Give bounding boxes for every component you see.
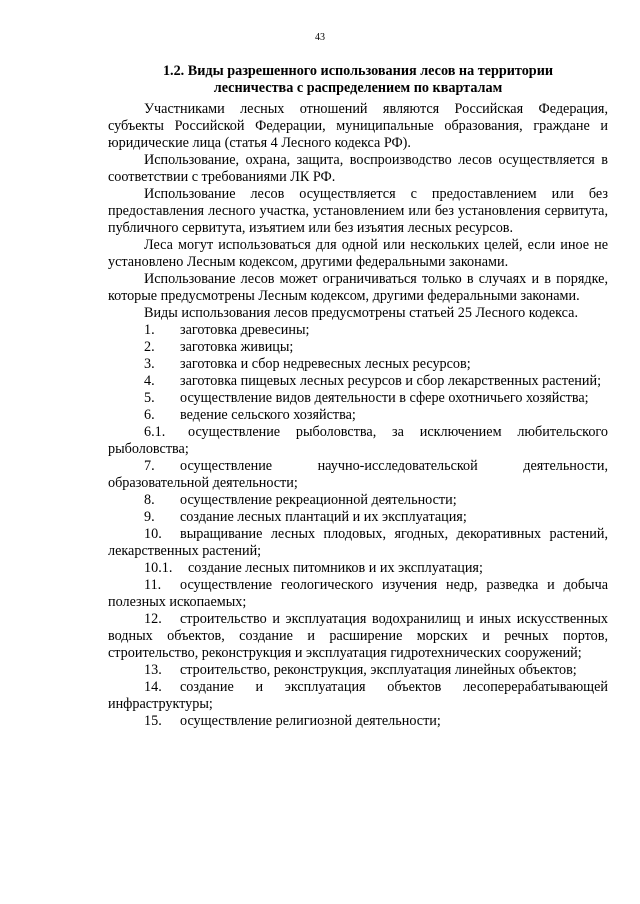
paragraph-list-intro: Виды использования лесов предусмотрены статьей 25 Лесного кодекса. bbox=[144, 305, 578, 321]
list-item bbox=[108, 560, 608, 577]
list-item-text: осуществление рекреационной деятельности; bbox=[180, 492, 457, 508]
list-item bbox=[108, 339, 608, 356]
list-item-number: 11. bbox=[144, 577, 162, 593]
list-item-text: создание лесных плантаций и их эксплуатация; bbox=[180, 509, 467, 525]
list-item-number: 6.1. bbox=[144, 424, 166, 440]
list-item-number: 1. bbox=[144, 322, 155, 338]
list-item bbox=[108, 577, 608, 611]
list-item-number: 7. bbox=[144, 458, 155, 474]
document-body bbox=[108, 101, 608, 730]
list-item-text: осуществление рыболовства, за исключением любительского рыболовства; bbox=[108, 424, 608, 457]
list-item-number: 5. bbox=[144, 390, 155, 406]
list-item-text: осуществление научно-исследовательской деятельности, образовательной деятельности; bbox=[108, 458, 608, 491]
list-item bbox=[108, 407, 608, 424]
list-item bbox=[108, 322, 608, 339]
list-item-text: заготовка и сбор недревесных лесных ресурсов; bbox=[180, 356, 471, 372]
list-item-text: ведение сельского хозяйства; bbox=[180, 407, 356, 423]
list-item-text: заготовка живицы; bbox=[180, 339, 294, 355]
list-item-number: 8. bbox=[144, 492, 155, 508]
list-item bbox=[108, 390, 608, 407]
list-item-text: строительство и эксплуатация водохранилищ и иных искусственных водных объектов, создание и расширение морских и речных портов, строительство, реконструкция и эксплуатация гидротехнических сооружений; bbox=[108, 611, 608, 661]
list-item-number: 12. bbox=[144, 611, 162, 627]
list-item-text: осуществление религиозной деятельности; bbox=[180, 713, 441, 729]
list-item bbox=[108, 509, 608, 526]
list-item-text: выращивание лесных плодовых, ягодных, декоративных растений, лекарственных растений; bbox=[108, 526, 608, 559]
paragraph-restrictions: Использование лесов может ограничиваться только в случаях и в порядке, которые предусмотрены Лесным кодексом, другими федеральными законами. bbox=[108, 271, 608, 304]
list-item-number: 4. bbox=[144, 373, 155, 389]
section-heading bbox=[108, 63, 608, 97]
paragraph-use-modes: Использование лесов осуществляется с предоставлением или без предоставления лесного участка, установлением или без установления сервитута, публичного сервитута, изъятием или без изъятия лесных ресурсов. bbox=[108, 186, 608, 236]
paragraph-participants: Участниками лесных отношений являются Российская Федерация, субъекты Российской Федерации, муниципальные образования, граждане и юридические лица (статья 4 Лесного кодекса РФ). bbox=[108, 101, 608, 151]
list-item bbox=[108, 611, 608, 662]
list-item-text: осуществление геологического изучения недр, разведка и добыча полезных ископаемых; bbox=[108, 577, 608, 610]
section-heading-line-1: 1.2. Виды разрешенного использования лесов на территории bbox=[162, 63, 554, 79]
list-item bbox=[108, 458, 608, 492]
list-item-number: 13. bbox=[144, 662, 162, 678]
list-item-number: 9. bbox=[144, 509, 155, 525]
page-number: 43 bbox=[315, 32, 325, 43]
list-item-text: создание лесных питомников и их эксплуатация; bbox=[188, 560, 483, 576]
list-item-number: 14. bbox=[144, 679, 162, 695]
list-item-text: заготовка древесины; bbox=[180, 322, 310, 338]
list-item bbox=[108, 373, 608, 390]
list-item bbox=[108, 356, 608, 373]
list-item-number: 6. bbox=[144, 407, 155, 423]
list-item-number: 3. bbox=[144, 356, 155, 372]
list-item-number: 10.1. bbox=[144, 560, 173, 576]
list-item bbox=[108, 424, 608, 458]
list-item-text: осуществление видов деятельности в сфере охотничьего хозяйства; bbox=[180, 390, 589, 406]
paragraph-purposes: Леса могут использоваться для одной или нескольких целей, если иное не установлено Лесным кодексом, другими федеральными законами. bbox=[108, 237, 608, 270]
list-item-number: 2. bbox=[144, 339, 155, 355]
list-item-number: 15. bbox=[144, 713, 162, 729]
list-item-text: заготовка пищевых лесных ресурсов и сбор лекарственных растений; bbox=[180, 373, 602, 389]
list-item bbox=[108, 526, 608, 560]
list-item bbox=[108, 662, 608, 679]
list-item bbox=[108, 713, 608, 730]
list-item-text: создание и эксплуатация объектов лесоперерабатывающей инфраструктуры; bbox=[108, 679, 608, 712]
list-item-text: строительство, реконструкция, эксплуатация линейных объектов; bbox=[180, 662, 577, 678]
section-heading-line-2: лесничества с распределением по кварталам bbox=[213, 80, 503, 96]
paragraph-requirements: Использование, охрана, защита, воспроизводство лесов осуществляется в соответствии с требованиями ЛК РФ. bbox=[108, 152, 608, 185]
list-item-number: 10. bbox=[144, 526, 162, 542]
list-item bbox=[108, 679, 608, 713]
list-item bbox=[108, 492, 608, 509]
